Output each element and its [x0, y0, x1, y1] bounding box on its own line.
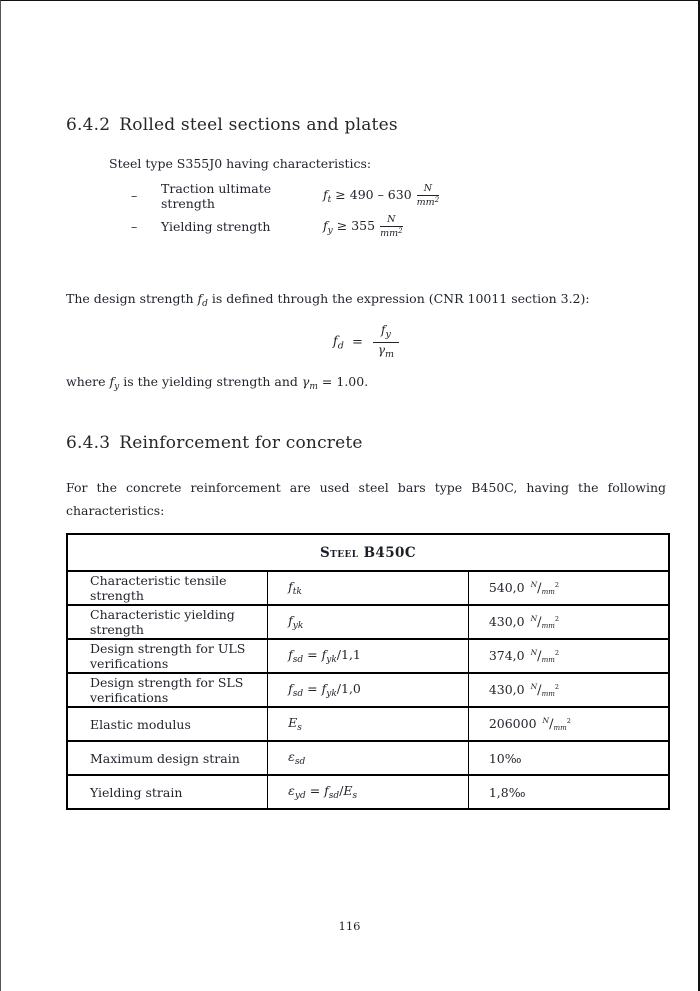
math-symbol: ε [288, 749, 295, 765]
row-symbol [268, 639, 469, 673]
value-text: 430,0 [488, 614, 525, 630]
math-subscript: sd [292, 689, 304, 700]
reinforcement-paragraph: For the concrete reinforcement are used steel bars type B450C, having the following characteristics: [66, 480, 666, 519]
unit-squared: 2 [554, 581, 559, 590]
math-subscript: m [385, 348, 395, 360]
math-symbol: γ [301, 374, 310, 389]
row-value [468, 571, 669, 605]
page-number: 116 [338, 919, 361, 933]
math-subscript: y [114, 382, 120, 392]
row-value [468, 741, 669, 775]
unit-den-text: mm [416, 196, 435, 208]
paragraph-text: where [66, 374, 110, 389]
math-subscript: s [352, 791, 358, 802]
row-symbol [268, 775, 469, 809]
unit-mm: mm [541, 656, 555, 665]
unit-squared: 2 [566, 717, 571, 726]
unit-newton: N [530, 682, 538, 692]
math-symbol: f [323, 218, 328, 233]
math-symbol: E [288, 715, 298, 731]
unit-n-per-mm2 [531, 614, 559, 629]
math-symbol: E [343, 783, 353, 799]
math-subscript: sd [328, 791, 340, 802]
row-label: Design strength for ULS verifications [67, 639, 268, 673]
unit-fraction [380, 215, 403, 238]
design-strength-equation [66, 323, 666, 361]
unit-n-per-mm2 [531, 580, 559, 595]
section-number: 6.4.3 [66, 433, 111, 453]
equation-fraction [373, 323, 399, 361]
section-title: Reinforcement for concrete [119, 433, 363, 453]
math-subscript: yk [326, 655, 337, 666]
table-body [67, 571, 669, 809]
row-label: Characteristic tensile strength [90, 573, 227, 604]
table-row [67, 673, 669, 707]
math-subscript: d [337, 340, 344, 352]
math-subscript: yd [294, 791, 306, 802]
bullet-label: Yielding strength [161, 219, 271, 234]
row-value [468, 673, 669, 707]
table-row [67, 707, 669, 741]
section-number: 6.4.2 [66, 115, 111, 135]
unit-den-text: mm [380, 227, 399, 239]
section-heading-643 [66, 433, 666, 453]
math-subscript: sd [292, 655, 304, 666]
math-symbol: f [197, 291, 203, 306]
row-symbol [268, 707, 469, 741]
steel-type-intro: Steel type S355J0 having characteristics: [109, 156, 372, 171]
steel-b450c-table [66, 533, 670, 810]
section-title: Rolled steel sections and plates [119, 115, 398, 135]
row-symbol [268, 571, 469, 605]
paragraph-text: is defined through the expression (CNR 10011 section 3.2): [207, 291, 590, 306]
table-row [67, 639, 669, 673]
relation-sign: ≥ [336, 218, 348, 233]
unit-mm: mm [541, 588, 555, 597]
table-title: Steel B450C [67, 534, 669, 571]
traction-strength-formula [323, 184, 439, 207]
math-symbol: = [305, 783, 325, 799]
paragraph-text: The design strength [66, 291, 198, 306]
row-label: Elastic modulus [67, 707, 268, 741]
yielding-strength-formula [323, 215, 403, 238]
table-row [67, 775, 669, 809]
math-subscript: y [327, 226, 333, 236]
unit-denominator [417, 196, 440, 208]
row-value [468, 707, 669, 741]
unit-slash: / [537, 683, 542, 699]
math-symbol: ε [288, 783, 295, 799]
unit-n-per-mm2 [531, 648, 559, 663]
unit-squared: 2 [554, 615, 559, 624]
row-value [468, 605, 669, 639]
value-text: 540,0 [488, 580, 525, 596]
unit-newton: N [530, 580, 538, 590]
unit-numerator: N [417, 184, 440, 196]
math-symbol: γ [377, 342, 386, 357]
formula-value: 355 [351, 218, 376, 233]
table-row [67, 741, 669, 775]
unit-slash: / [537, 649, 542, 665]
paragraph-text: is the yielding strength and [119, 374, 302, 389]
math-subscript: sd [294, 757, 306, 768]
unit-newton: N [530, 614, 538, 624]
unit-mm: mm [541, 690, 555, 699]
relation-sign: ≥ [335, 187, 346, 202]
row-symbol [268, 605, 469, 639]
fraction-denominator [373, 343, 399, 362]
math-subscript: s [297, 723, 302, 734]
paragraph-text: = 1.00. [317, 374, 369, 389]
table-header-row [67, 534, 669, 571]
unit-squared: 2 [554, 649, 559, 658]
math-symbol: f [332, 334, 338, 350]
page-content [1, 1, 698, 810]
math-symbol: f [381, 323, 386, 337]
row-value [468, 775, 669, 809]
row-label: Characteristic yielding strength [67, 605, 268, 639]
row-label: Design strength for SLS verifications [67, 673, 268, 707]
bullet-dash: – [131, 219, 138, 234]
math-subscript: y [385, 329, 391, 340]
value-text: 430,0 [488, 682, 525, 698]
list-item-traction-strength [66, 180, 666, 211]
math-symbol: f [288, 647, 293, 663]
unit-exponent: 2 [434, 195, 440, 204]
math-subscript: yk [292, 621, 304, 632]
unit-slash: / [537, 615, 542, 631]
list-item-yielding-strength [66, 211, 666, 242]
math-subscript: tk [292, 587, 302, 598]
unit-fraction [417, 184, 440, 207]
math-symbol: f [323, 187, 328, 202]
math-symbol: = [303, 681, 322, 697]
unit-exponent: 2 [398, 226, 403, 235]
unit-squared: 2 [554, 683, 559, 692]
math-subscript: m [309, 382, 318, 392]
fraction-numerator [373, 323, 399, 343]
unit-slash: / [537, 581, 542, 597]
where-clause [66, 374, 666, 392]
table-head [67, 534, 669, 571]
bullet-label: Traction ultimate strength [161, 180, 272, 211]
table-row [67, 571, 669, 605]
math-symbol: f [288, 613, 293, 629]
unit-n-per-mm2 [543, 716, 571, 731]
value-text: 10‰ [488, 750, 522, 766]
math-subscript: t [327, 195, 332, 205]
math-subscript: yk [326, 689, 337, 700]
math-symbol: / [339, 783, 344, 799]
math-symbol: /1,0 [336, 681, 361, 697]
unit-numerator: N [380, 215, 403, 227]
math-symbol: f [321, 681, 327, 697]
row-value [468, 639, 669, 673]
math-symbol: f [109, 374, 115, 389]
bullet-dash: – [131, 188, 138, 203]
value-text: 1,8‰ [488, 784, 526, 800]
row-symbol [268, 673, 469, 707]
unit-mm: mm [541, 622, 555, 631]
row-label: Maximum design strain [67, 741, 268, 775]
characteristics-list [66, 180, 666, 242]
unit-mm: mm [553, 724, 567, 733]
math-symbol: f [321, 647, 327, 663]
math-symbol: /1,1 [336, 647, 361, 663]
math-subscript: d [202, 299, 208, 309]
equals-sign: = [351, 334, 363, 350]
math-symbol: f [288, 681, 293, 697]
table-row [67, 605, 669, 639]
unit-newton: N [542, 716, 550, 726]
math-symbol: f [324, 783, 329, 799]
unit-n-per-mm2 [531, 682, 559, 697]
unit-denominator [380, 227, 403, 239]
section-heading-642 [66, 115, 666, 135]
design-strength-paragraph [66, 291, 666, 309]
math-symbol: = [303, 647, 322, 663]
value-text: 374,0 [488, 648, 525, 664]
row-label: Yielding strain [67, 775, 268, 809]
math-symbol: f [288, 579, 293, 595]
unit-newton: N [530, 648, 538, 658]
value-text: 206000 [488, 716, 537, 732]
unit-slash: / [549, 717, 554, 733]
row-symbol [268, 741, 469, 775]
formula-value: 490 – 630 [349, 187, 412, 202]
